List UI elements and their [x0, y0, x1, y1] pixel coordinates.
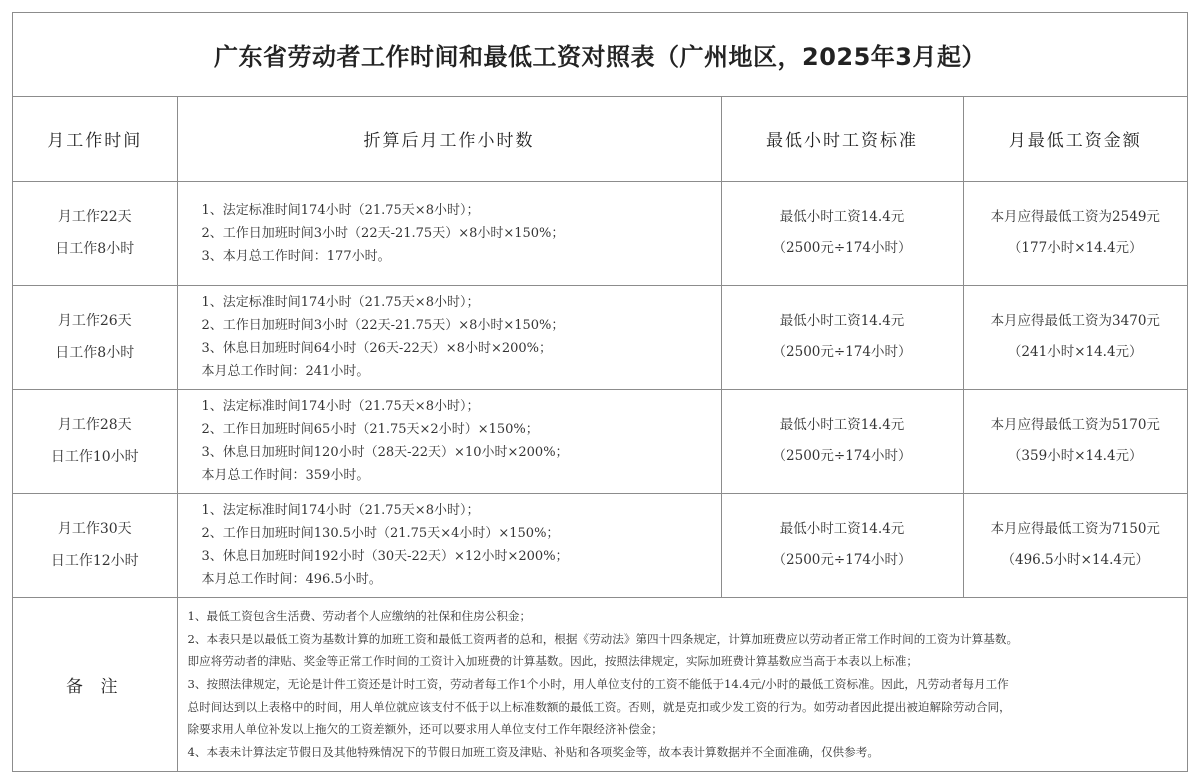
remarks-label: 备 注 — [13, 597, 177, 771]
total-value: 本月应得最低工资为2549元 — [990, 209, 1160, 225]
work-condition-cell — [13, 181, 177, 285]
rate-formula: （2500元÷174小时） — [772, 552, 912, 568]
hours-calculation-cell — [177, 493, 721, 597]
calc-line: 1、法定标准时间174小时（21.75天×8小时）； — [201, 399, 480, 414]
hours-calculation-cell — [177, 389, 721, 493]
remark-line: 即应将劳动者的津贴、奖金等正常工作时间的工资计入加班费的计算基数。因此，按照法律规定，实际加班费计算基数应当高于本表以上标准； — [187, 654, 918, 669]
header-work-time: 月工作时间 — [13, 97, 177, 181]
table-row — [13, 389, 1187, 493]
calc-line: 3、休息日加班时间64小时（26天-22天）×8小时×200%； — [201, 341, 553, 356]
table-row — [13, 493, 1187, 597]
calc-line: 2、工作日加班时间3小时（22天-21.75天）×8小时×150%； — [201, 225, 565, 241]
remark-line: 1、最低工资包含生活费、劳动者个人应缴纳的社保和住房公积金； — [187, 609, 532, 624]
rate-value: 最低小时工资14.4元 — [779, 313, 905, 329]
monthly-total-cell — [963, 493, 1187, 597]
wage-table-document — [12, 12, 1188, 772]
remark-line: 3、按照法律规定，无论是计件工资还是计时工资，劳动者每工作1个小时，用人单位支付的工资不能低于14.4元/小时的最低工资标准。因此，凡劳动者每月工作 — [187, 676, 1009, 691]
total-value: 本月应得最低工资为5170元 — [990, 417, 1160, 433]
calc-line: 3、休息日加班时间120小时（28天-22天）×10小时×200%； — [201, 445, 569, 460]
calc-line: 1、法定标准时间174小时（21.75天×8小时）； — [201, 503, 480, 518]
hours-calculation-cell — [177, 181, 721, 285]
condition-hours: 日工作10小时 — [50, 449, 139, 465]
condition-hours: 日工作8小时 — [55, 241, 135, 257]
total-formula: （177小时×14.4元） — [1007, 240, 1143, 256]
wage-comparison-table — [13, 97, 1187, 771]
calc-line: 2、工作日加班时间3小时（22天-21.75天）×8小时×150%； — [201, 318, 565, 333]
work-condition-cell — [13, 493, 177, 597]
calc-line: 本月总工作时间：241小时。 — [201, 364, 370, 379]
calc-line: 本月总工作时间：496.5小时。 — [201, 572, 382, 587]
condition-days: 月工作30天 — [57, 521, 132, 537]
table-row — [13, 181, 1187, 285]
remarks-notes-cell — [177, 597, 1187, 771]
total-value: 本月应得最低工资为7150元 — [990, 521, 1160, 537]
calc-line: 1、法定标准时间174小时（21.75天×8小时）； — [201, 295, 480, 310]
calc-line: 1、法定标准时间174小时（21.75天×8小时）； — [201, 202, 480, 218]
header-converted-hours: 折算后月工作小时数 — [177, 97, 721, 181]
condition-hours: 日工作12小时 — [50, 553, 139, 569]
hours-calculation-cell — [177, 285, 721, 389]
rate-value: 最低小时工资14.4元 — [779, 209, 905, 225]
total-formula: （496.5小时×14.4元） — [1001, 552, 1150, 568]
header-monthly-min-wage: 月最低工资金额 — [963, 97, 1187, 181]
total-formula: （241小时×14.4元） — [1007, 344, 1143, 360]
table-row — [13, 285, 1187, 389]
condition-days: 月工作26天 — [57, 313, 132, 329]
condition-days: 月工作22天 — [57, 209, 132, 225]
table-header-row — [13, 97, 1187, 181]
work-condition-cell — [13, 389, 177, 493]
monthly-total-cell — [963, 181, 1187, 285]
rate-formula: （2500元÷174小时） — [772, 240, 912, 256]
rate-value: 最低小时工资14.4元 — [779, 417, 905, 433]
hourly-rate-cell — [721, 389, 963, 493]
work-condition-cell — [13, 285, 177, 389]
calc-line: 本月总工作时间：359小时。 — [201, 468, 370, 483]
calc-line: 3、本月总工作时间：177小时。 — [201, 248, 391, 264]
rate-formula: （2500元÷174小时） — [772, 448, 912, 464]
condition-days: 月工作28天 — [57, 417, 132, 433]
remark-note — [188, 628, 1178, 673]
remarks-row — [13, 597, 1187, 771]
calc-line: 3、休息日加班时间192小时（30天-22天）×12小时×200%； — [201, 549, 569, 564]
monthly-total-cell — [963, 389, 1187, 493]
monthly-total-cell — [963, 285, 1187, 389]
total-formula: （359小时×14.4元） — [1007, 448, 1143, 464]
remark-note — [188, 741, 1178, 764]
page-title: 广东省劳动者工作时间和最低工资对照表（广州地区，2025年3月起） — [13, 13, 1187, 97]
condition-hours: 日工作8小时 — [55, 345, 135, 361]
remark-note — [188, 605, 1178, 628]
hourly-rate-cell — [721, 181, 963, 285]
remark-line: 除要求用人单位补发以上拖欠的工资差额外，还可以要求用人单位支付工作年限经济补偿金； — [187, 722, 663, 737]
hourly-rate-cell — [721, 285, 963, 389]
remark-line: 4、本表未计算法定节假日及其他特殊情况下的节假日加班工资及津贴、补贴和各项奖金等，故本表计算数据并不全面准确，仅供参考。 — [187, 744, 879, 759]
rate-value: 最低小时工资14.4元 — [779, 521, 905, 537]
remark-line: 2、本表只是以最低工资为基数计算的加班工资和最低工资两者的总和，根据《劳动法》第四十四条规定，计算加班费应以劳动者正常工作时间的工资为计算基数。 — [187, 631, 1019, 646]
rate-formula: （2500元÷174小时） — [772, 344, 912, 360]
calc-line: 2、工作日加班时间65小时（21.75天×2小时）×150%； — [201, 422, 539, 437]
total-value: 本月应得最低工资为3470元 — [990, 313, 1160, 329]
hourly-rate-cell — [721, 493, 963, 597]
remark-line: 总时间达到以上表格中的时间，用人单位就应该支付不低于以上标准数额的最低工资。否则，就是克扣或少发工资的行为。如劳动者因此提出被迫解除劳动合同， — [187, 699, 1011, 714]
calc-line: 2、工作日加班时间130.5小时（21.75天×4小时）×150%； — [201, 526, 560, 541]
remark-note — [188, 673, 1178, 741]
header-min-hourly-wage: 最低小时工资标准 — [721, 97, 963, 181]
